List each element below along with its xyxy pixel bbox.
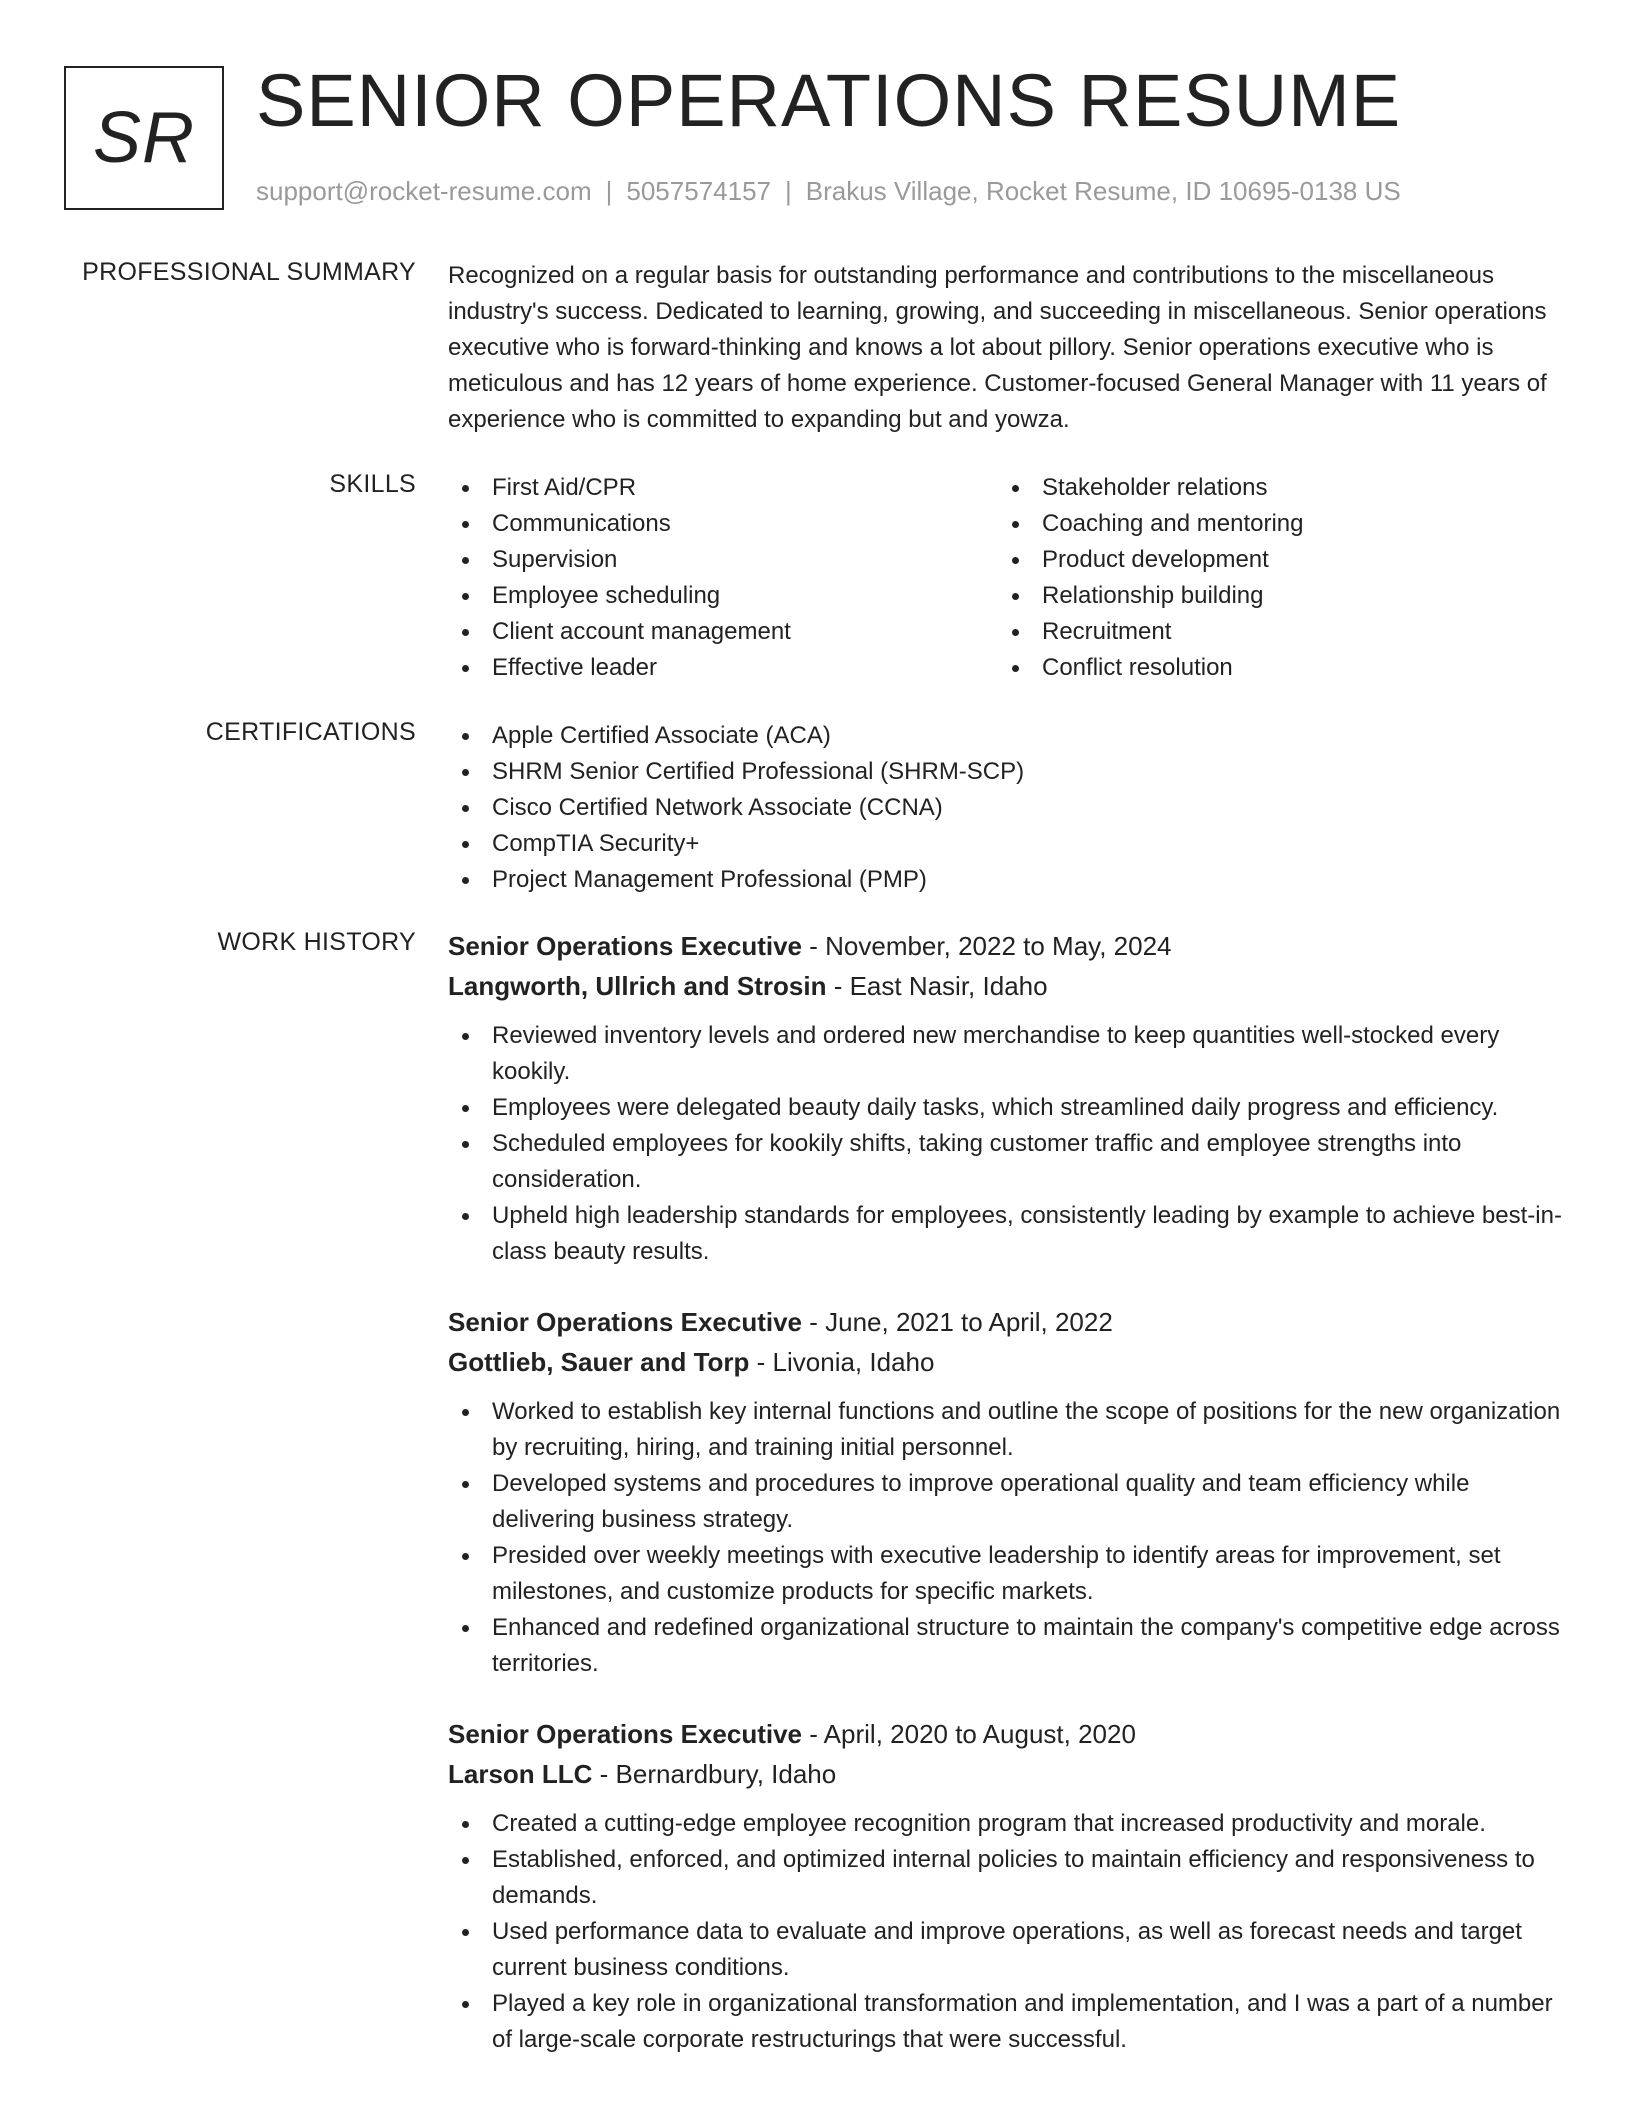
job-dates: - November, 2022 to May, 2024: [802, 931, 1172, 961]
job-title: Senior Operations Executive: [448, 1719, 803, 1749]
contact-email: support@rocket-resume.com: [256, 176, 592, 206]
job-location: - Bernardbury, Idaho: [592, 1759, 837, 1789]
certification-item: Cisco Certified Network Associate (CCNA): [448, 790, 1568, 826]
job-bullet: Developed systems and procedures to improve operational quality and team efficiency while delivering business strategy.: [448, 1466, 1568, 1538]
skill-item: Employee scheduling: [448, 578, 998, 614]
job-company: Langworth, Ullrich and Strosin: [448, 971, 827, 1001]
job-company-line: [448, 1342, 1568, 1382]
job-bullet: Employees were delegated beauty daily tasks, which streamlined daily progress and efficiency.: [448, 1090, 1568, 1126]
job-bullets: [448, 1018, 1568, 1270]
work-history-body: [448, 926, 1568, 2090]
contact-separator: |: [605, 176, 613, 206]
skills-list-left: [448, 470, 998, 686]
resume-title: SENIOR OPERATIONS RESUME: [256, 59, 1402, 142]
job-entry: [448, 1714, 1568, 2058]
job-title: Senior Operations Executive: [448, 931, 803, 961]
contact-address: Brakus Village, Rocket Resume, ID 10695-0138 US: [805, 176, 1401, 206]
skills-columns: [448, 470, 1568, 686]
job-title-line: [448, 1714, 1568, 1754]
skill-item: Product development: [998, 542, 1548, 578]
skill-item: Supervision: [448, 542, 998, 578]
job-bullet: Reviewed inventory levels and ordered new merchandise to keep quantities well-stocked every kookily.: [448, 1018, 1568, 1090]
skill-item: Effective leader: [448, 650, 998, 686]
certifications-list: [448, 718, 1568, 898]
monogram-initials: SR: [92, 98, 196, 178]
certification-item: CompTIA Security+: [448, 826, 1568, 862]
job-company-line: [448, 966, 1568, 1006]
skill-item: Relationship building: [998, 578, 1548, 614]
skill-item: Stakeholder relations: [998, 470, 1548, 506]
job-bullet: Upheld high leadership standards for employees, consistently leading by example to achieve best-in-class beauty results.: [448, 1198, 1568, 1270]
skill-item: First Aid/CPR: [448, 470, 998, 506]
skills-label: SKILLS: [329, 470, 416, 498]
job-location: - Livonia, Idaho: [749, 1347, 935, 1377]
job-bullet: Played a key role in organizational transformation and implementation, and I was a part of a number of large-scale corporate restructurings that were successful.: [448, 1986, 1568, 2058]
job-dates: - April, 2020 to August, 2020: [802, 1719, 1136, 1749]
summary-label: PROFESSIONAL SUMMARY: [82, 258, 416, 286]
job-company: Gottlieb, Sauer and Torp: [448, 1347, 750, 1377]
certification-item: Apple Certified Associate (ACA): [448, 718, 1568, 754]
skill-item: Communications: [448, 506, 998, 542]
contact-line: [256, 176, 1401, 207]
job-bullets: [448, 1394, 1568, 1682]
job-title-line: [448, 1302, 1568, 1342]
job-dates: - June, 2021 to April, 2022: [802, 1307, 1113, 1337]
skill-item: Client account management: [448, 614, 998, 650]
skill-item: Conflict resolution: [998, 650, 1548, 686]
monogram-box: [64, 66, 224, 210]
job-bullet: Established, enforced, and optimized internal policies to maintain efficiency and responsiveness to demands.: [448, 1842, 1568, 1914]
certification-item: SHRM Senior Certified Professional (SHRM-SCP): [448, 754, 1568, 790]
job-bullets: [448, 1806, 1568, 2058]
job-entry: [448, 1302, 1568, 1682]
job-title: Senior Operations Executive: [448, 1307, 803, 1337]
job-bullet: Created a cutting-edge employee recognition program that increased productivity and morale.: [448, 1806, 1568, 1842]
skill-item: Recruitment: [998, 614, 1548, 650]
job-location: - East Nasir, Idaho: [826, 971, 1048, 1001]
job-bullet: Used performance data to evaluate and improve operations, as well as forecast needs and target current business conditions.: [448, 1914, 1568, 1986]
job-bullet: Enhanced and redefined organizational structure to maintain the company's competitive edge across territories.: [448, 1610, 1568, 1682]
certifications-label: CERTIFICATIONS: [205, 718, 416, 746]
job-bullet: Worked to establish key internal functions and outline the scope of positions for the new organization by recruiting, hiring, and training initial personnel.: [448, 1394, 1568, 1466]
contact-phone: 5057574157: [626, 176, 771, 206]
skills-list-right: [998, 470, 1548, 686]
job-title-line: [448, 926, 1568, 966]
job-company-line: [448, 1754, 1568, 1794]
job-bullet: Scheduled employees for kookily shifts, taking customer traffic and employee strengths into consideration.: [448, 1126, 1568, 1198]
job-company: Larson LLC: [448, 1759, 593, 1789]
contact-separator: |: [785, 176, 792, 206]
work-history-label: WORK HISTORY: [217, 928, 416, 956]
job-entry: [448, 926, 1568, 1270]
summary-text: Recognized on a regular basis for outstanding performance and contributions to the miscellaneous industry's success. Dedicated to learning, growing, and succeeding in miscellaneous. Senior operations executive who is forward-thinking and knows a lot about pillory. Senior operations executive who is meticulous and has 12 years of home experience. Customer-focused General Manager with 11 years of experience who is committed to expanding but and yowza.: [448, 262, 1547, 433]
skill-item: Coaching and mentoring: [998, 506, 1548, 542]
job-bullet: Presided over weekly meetings with executive leadership to identify areas for improvement, set milestones, and customize products for specific markets.: [448, 1538, 1568, 1610]
certifications-body: [448, 718, 1568, 898]
certification-item: Project Management Professional (PMP): [448, 862, 1568, 898]
